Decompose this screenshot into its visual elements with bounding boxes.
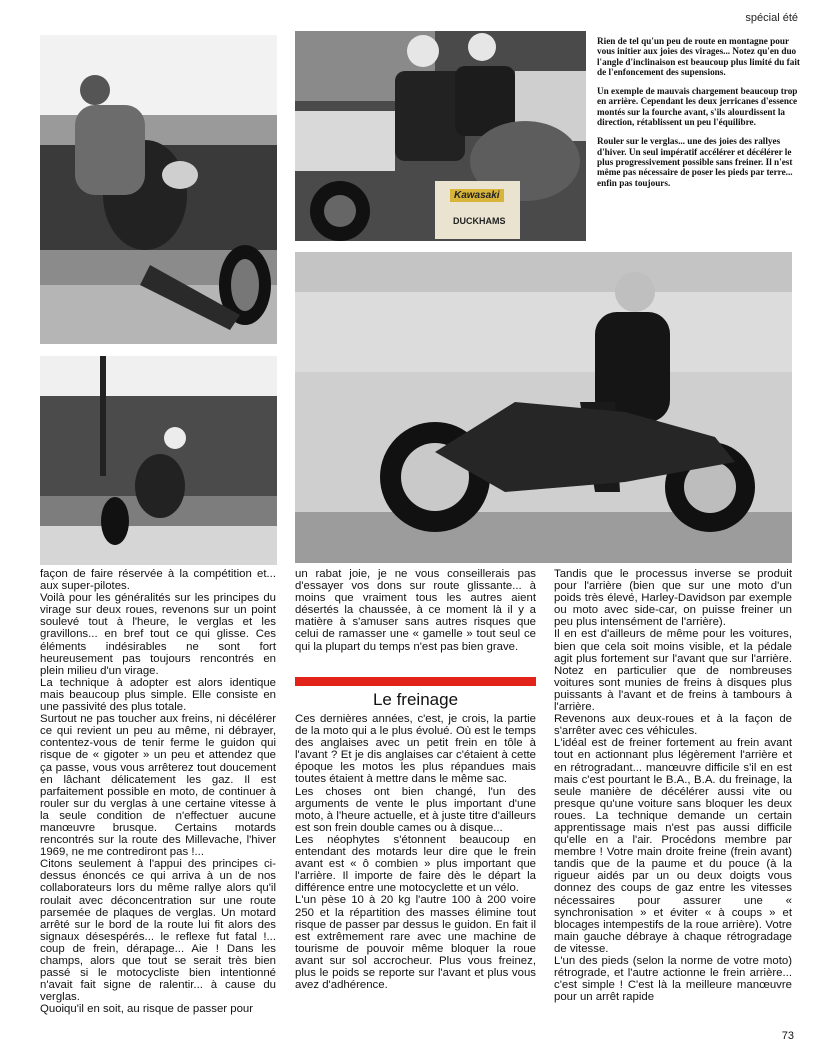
paragraph: Les néophytes s'étonnent beaucoup en entendant des motards leur dire que le frein avant est « ô combien » plus important que l'arrière. Il importe de faire dès le départ la différence entre une motocyclette et un vélo.	[295, 833, 536, 895]
paragraph: Il en est d'ailleurs de même pour les voitures, bien que cela soit moins visible, et la pédale agit plus fortement sur l'avant que sur l'arrière. Notez en particulier que de nombreuses voitures sont munies de freins à disques plus puissants à l'avant et de freins à tambours à l'arrière.	[554, 628, 792, 714]
photo-rider-leaning	[40, 356, 277, 565]
article-column-2	[295, 713, 536, 991]
photo-captions	[597, 36, 807, 197]
paragraph: L'idéal est de freiner fortement au frein avant tout en actionnant plus légèrement l'arrière et en rétrogradant... manœuvre difficile s'il en est mais c'est pourtant le B.A., B.A. du freinage, la seule manière de décélérer aussi vite ou presque qu'une voiture sans bloquer les deux roues. La technique demande un certain apprentissage mais n'est pas aussi difficile qu'elle en a l'air. Procédons membre par membre ! Votre main droite freine (frein avant) tandis que de la paume et du pouce (à la rigueur aidés par un ou deux doigts vous donnez des coups de gaz entre les vitesses nécessaires pour assurer une « synchronisation » et éviter « à coups » et blocages intempestifs de la roue arrière). Votre main gauche débraye à chaque rétrogradage de vitesse.	[554, 737, 792, 955]
photo-mountain-cornering	[40, 35, 277, 344]
paragraph: Surtout ne pas toucher aux freins, ni décélérer ce qui revient un peu au même, ni débrayer, contentez-vous de tenir ferme le guidon qui risque de « gigoter » un peu et attendez que ça passe, vous vous arrêterez tout doucement en lâchant délicatement les gaz. Il est parfaitement possible en moto, de continuer à rouler sur du verglas à une certaine vitesse à la seule condition de n'effectuer aucune manœuvre brusque. Certains motards rencontrés sur la route des Millevache, l'hiver 1969, ne me contrediront pas !...	[40, 713, 276, 859]
caption-loading: Un exemple de mauvais chargement beaucoup trop en arrière. Cependant les deux jerricanes d'essence montés sur la fourche avant, s'ils alourdissent la direction, rétablissent un peu l'équilibre.	[597, 86, 798, 128]
article-column-1	[40, 568, 276, 1015]
paragraph: L'un des pieds (selon la norme de votre moto) rétrograde, et l'autre actionne le frein arrière... c'est simple ! C'est là la meilleure manœuvre pour un arrêt rapide	[554, 955, 792, 1004]
article-column-3	[554, 568, 792, 1003]
paragraph: Les choses ont bien changé, l'un des arguments de vente le plus important d'une moto, à l'heure actuelle, et à juste titre d'ailleurs est son frein double cames ou à disque...	[295, 785, 536, 834]
caption-ice: Rouler sur le verglas... une des joies des rallyes d'hiver. Un seul impératif accélérer et décélérer le plus progressivement possible sans freiner. Il n'est même pas nécessaire de poser les pieds par terre... enfin pas toujours.	[597, 136, 793, 188]
paragraph: façon de faire réservée à la compétition et... aux super-pilotes.	[40, 568, 276, 593]
paragraph: La technique à adopter est alors identique mais beaucoup plus simple. Elle consiste en une passivité des plus totale.	[40, 676, 276, 714]
paragraph: Citons seulement à l'appui des principes ci-dessus énoncés ce qui arriva à un de nos collaborateurs lors du même rallye alors qu'il roulait avec déconcentration sur une route parsemée de plaques de verglas. Un motard arrêté sur le bord de la route lui fit alors des signaux désespérés... le reflexe fut fatal !... coup de frein, dérapage... Aie ! Dans les champs, alors que tout se serait très bien passé si le motocycliste bien intentionné n'avait fait signe de ralentir... à cause du verglas.	[40, 858, 276, 1004]
paragraph: un rabat joie, je ne vous conseillerais pas d'essayer vos dons sur route glissante... à moins que vraiment tous les autres aient désertés la chaussée, à ce moment là il y a matière à s'amuser sans autres risques que celui de ramasser une « gamelle » tout seul ce qui la plupart du temps n'est pas bien grave.	[295, 568, 536, 653]
paragraph: Revenons aux deux-roues et à la façon de s'arrêter avec ces véhicules.	[554, 713, 792, 738]
caption-mountain: Rien de tel qu'un peu de route en montagne pour vous initier aux joies des virages... Notez qu'en duo l'angle d'inclinaison est beaucoup plus limité du fait de l'enfoncement des supensions.	[597, 36, 800, 77]
paragraph: Quoiqu'il en soit, au risque de passer pour	[40, 1003, 254, 1016]
photo-riding-on-ice	[295, 252, 792, 563]
paragraph: L'un pèse 10 à 20 kg l'autre 100 à 200 voire 250 et la répartition des masses élimine tout risque de passer par dessus le guidon. En fait il est extrêmement rare avec une machine de tourisme de pouvoir même bloquer la roue avant sur sol accrocheur. Plus vous freinez, plus le poids se reporte sur l'avant et plus vous avez d'adhérence.	[295, 894, 536, 992]
photo-loaded-motorcycle	[295, 31, 586, 241]
section-tag: spécial été	[745, 12, 798, 24]
section-divider-bar	[295, 677, 536, 686]
article-column-2-top	[295, 568, 536, 653]
page-number: 73	[781, 1030, 794, 1042]
paragraph: Voilà pour les généralités sur les principes du virage sur deux roues, revenons sur un point soulevé tout à l'heure, le verglas et les gravillons... en bref tout ce qui glisse. Ces éléments indésirables ne sont fort heureusement pas toujours rencontrés en plein milieu d'un virage.	[40, 592, 276, 677]
bag-label-kawasaki: Kawasaki	[450, 189, 504, 202]
section-title: Le freinage	[372, 690, 459, 709]
paragraph: Ces dernières années, c'est, je crois, la partie de la moto qui a le plus évolué. Où est le temps des anglaises avec un petit frein en tôle à l'avant ? Et je dis anglaises car c'étaient à cette époque les motos les plus répandues mais toutes étaient à mettre dans le même sac.	[295, 713, 536, 786]
bag-label-duckhams: DUCKHAMS	[453, 216, 506, 226]
paragraph: Tandis que le processus inverse se produit pour l'arrière (bien que sur une moto d'un poids très élevé, Harley-Davidson par exemple ou moto avec side-car, on puisse freiner un peu plus intensément de l'arrière).	[554, 568, 792, 629]
